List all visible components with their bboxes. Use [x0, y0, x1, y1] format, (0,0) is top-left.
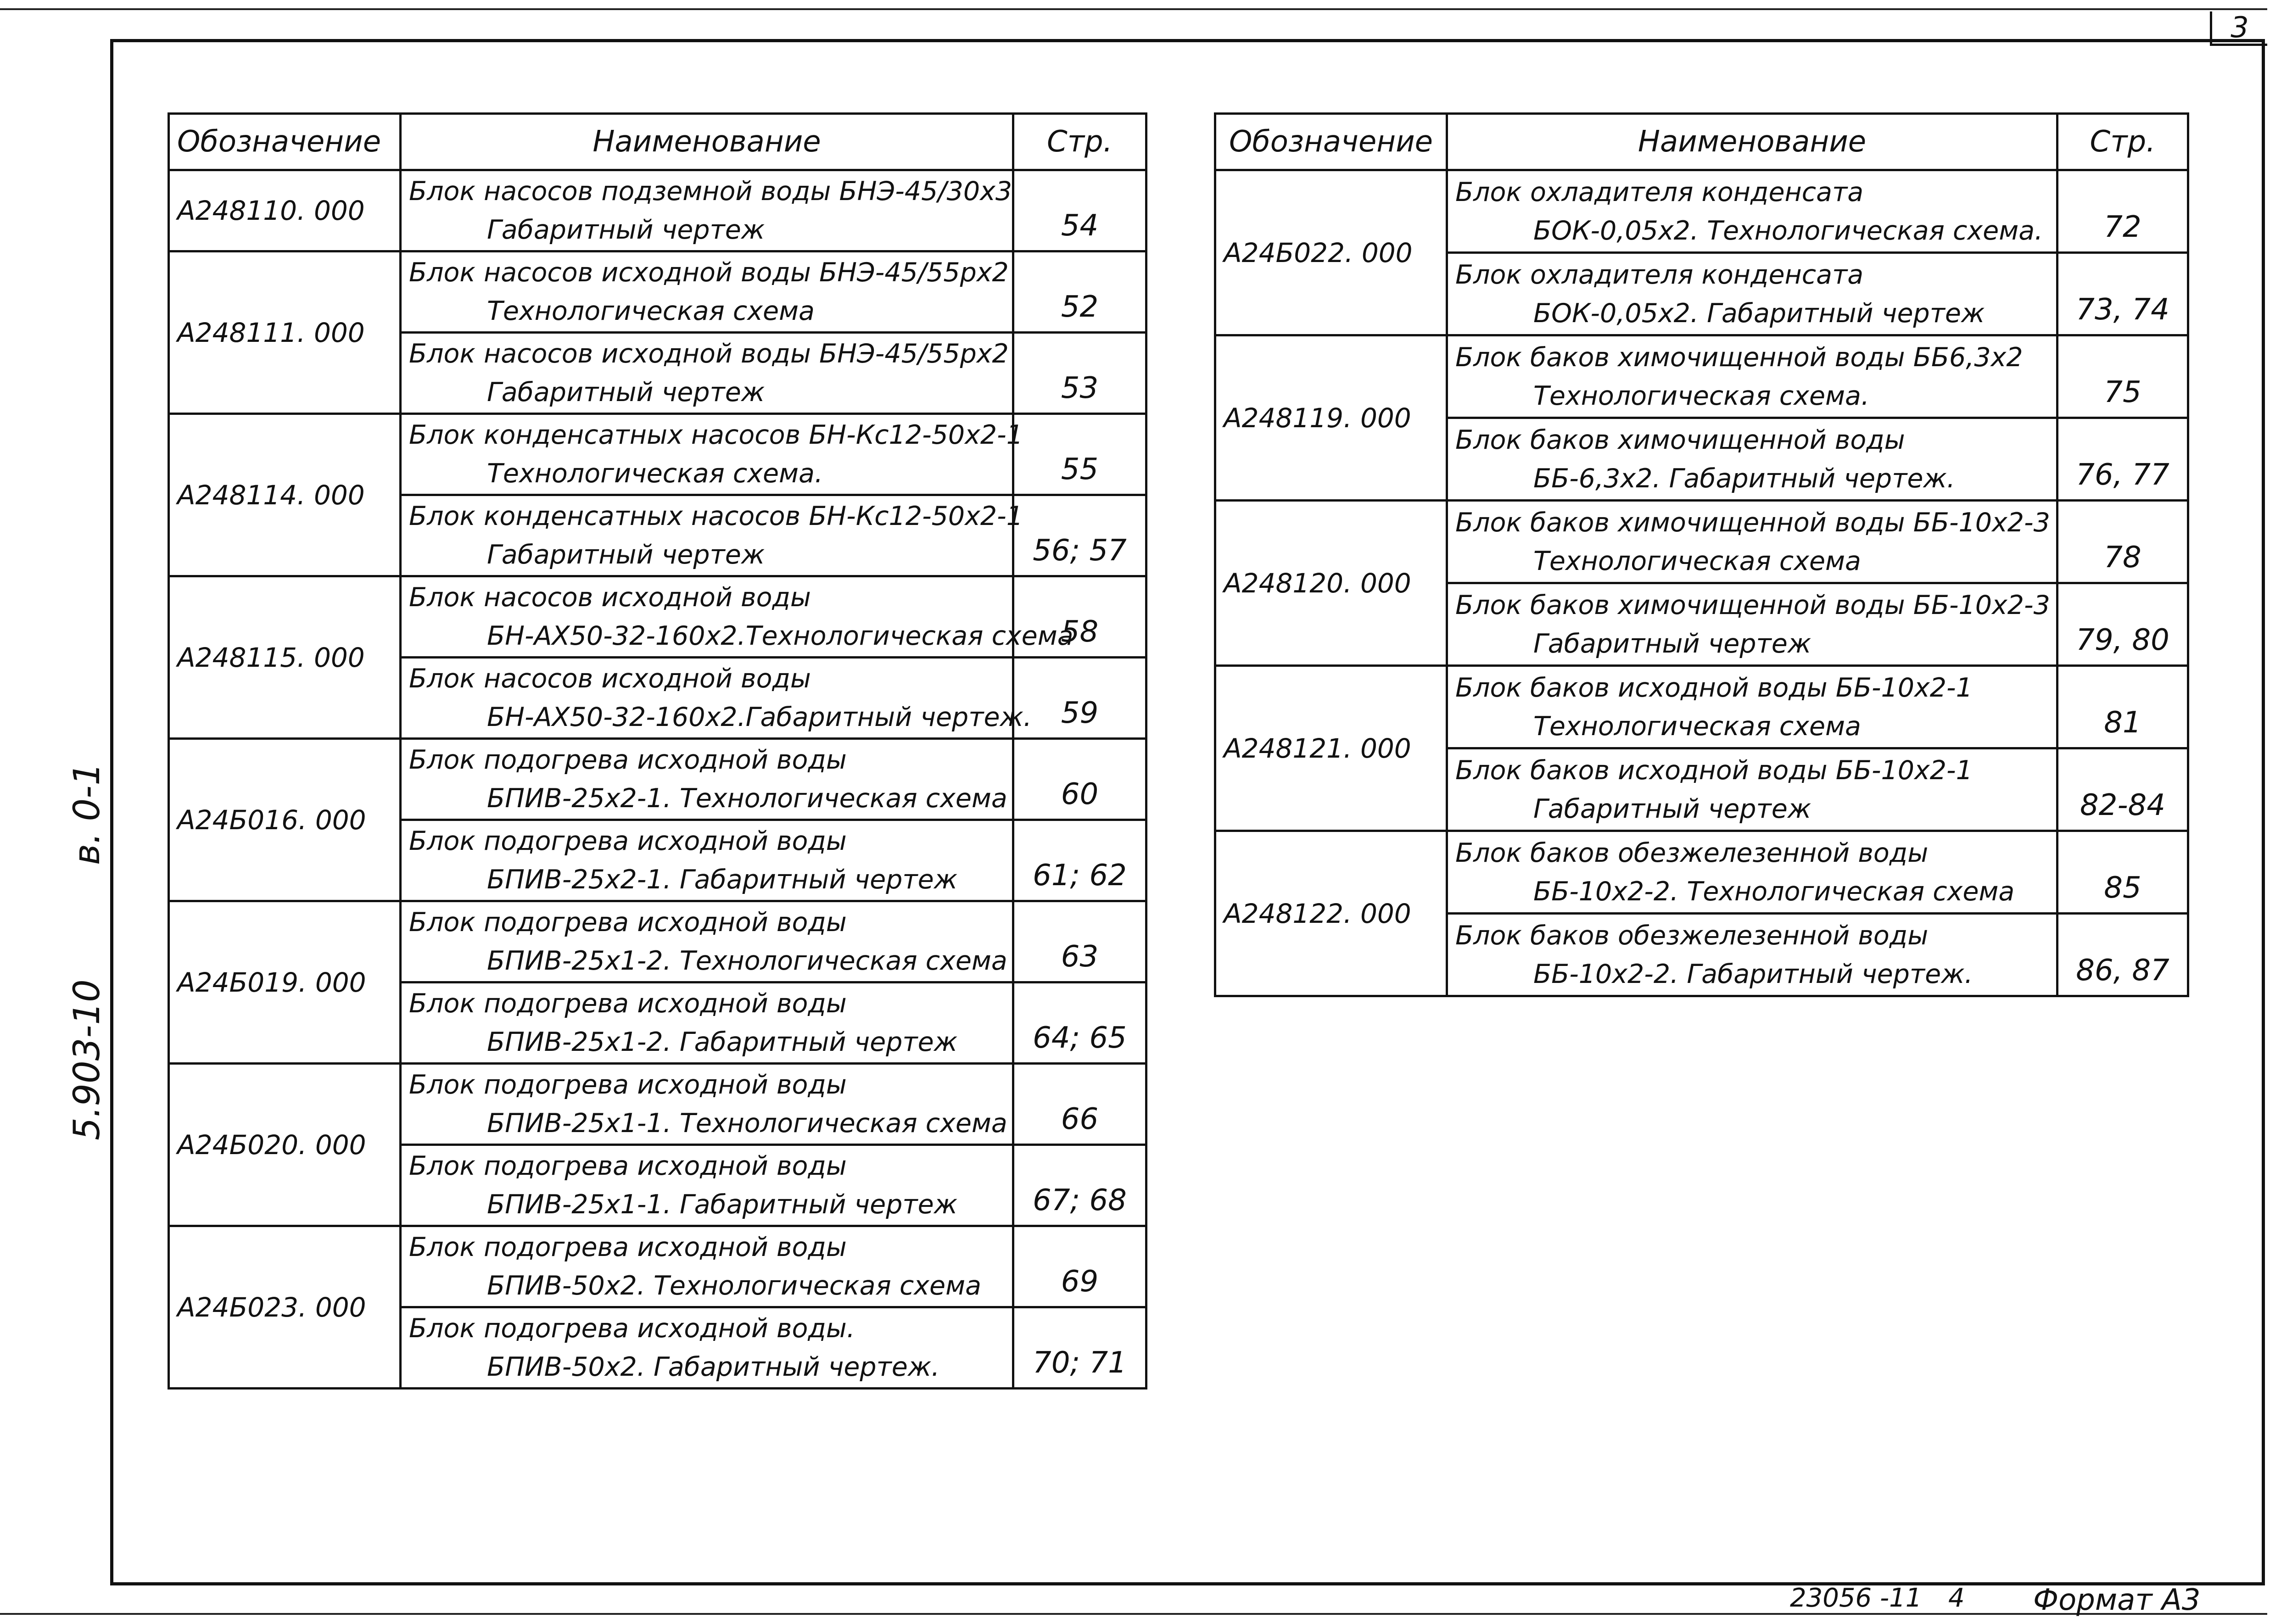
right-contents-table	[1214, 112, 2189, 997]
header-page: Стр.	[1013, 114, 1146, 170]
name-cell	[401, 658, 1032, 739]
name-line-1: Блок баков химочищенной воды ББ6,3х2	[1455, 342, 2023, 373]
page-cell: 63	[1013, 901, 1146, 982]
name-line-1: Блок подогрева исходной воды	[409, 745, 847, 775]
name-line-2: БПИВ-50х2. Габаритный чертеж.	[487, 1352, 940, 1382]
name-cell	[401, 576, 1073, 658]
top-border-line	[0, 8, 2267, 10]
name-cell	[401, 1064, 1013, 1145]
name-line-2: БПИВ-50х2. Технологическая схема	[487, 1271, 982, 1301]
name-line-2: БПИВ-25х2-1. Технологическая схема	[487, 783, 1007, 814]
name-line-1: Блок конденсатных насосов БН-Кс12-50х2-1	[409, 420, 1023, 450]
name-line-2: Технологическая схема.	[487, 458, 823, 489]
table-row	[169, 739, 1146, 820]
table-row	[1215, 831, 2188, 914]
name-line-1: Блок баков химочищенной воды ББ-10х2-3	[1455, 507, 2050, 538]
name-cell	[401, 170, 1013, 251]
name-cell	[1447, 666, 2057, 748]
name-line-2: БОК-0,05х2. Габаритный чертеж	[1533, 298, 1985, 329]
page-cell: 59	[1013, 658, 1146, 739]
bottom-border-line	[0, 1613, 2267, 1615]
name-cell	[1447, 831, 2057, 914]
page-cell: 55	[1013, 414, 1146, 495]
left-contents-table	[168, 112, 1147, 1390]
page-cell: 66	[1013, 1064, 1146, 1145]
name-line-2: БПИВ-25х2-1. Габаритный чертеж	[487, 865, 958, 895]
name-line-1: Блок подогрева исходной воды	[409, 1151, 847, 1181]
table-row	[169, 901, 1146, 982]
name-line-2: Технологическая схема	[1533, 711, 1861, 742]
designation-cell: А24Б023. 000	[169, 1226, 401, 1389]
name-line-1: Блок баков химочищенной воды	[1455, 424, 1905, 455]
sheet-number: 3	[2231, 11, 2249, 44]
footer-format: Формат А3	[2033, 1583, 2201, 1617]
name-line-1: Блок насосов исходной воды БНЭ-45/55рх2	[409, 257, 1009, 288]
page-cell: 56; 57	[1013, 495, 1146, 576]
page-cell: 75	[2057, 335, 2188, 418]
name-line-1: Блок подогрева исходной воды	[409, 988, 847, 1019]
table-row	[169, 251, 1146, 333]
name-cell	[1447, 418, 2057, 501]
side-label-bottom: 5.903-10	[67, 979, 108, 1140]
table-row	[169, 576, 1146, 658]
name-line-1: Блок охладителя конденсата	[1455, 259, 1864, 290]
name-line-1: Блок охладителя конденсата	[1455, 177, 1864, 207]
table-row	[169, 170, 1146, 251]
designation-cell: А24Б019. 000	[169, 901, 401, 1064]
name-cell	[1447, 748, 2057, 831]
name-cell	[401, 414, 1023, 495]
name-line-1: Блок баков химочищенной воды ББ-10х2-3	[1455, 590, 2050, 620]
name-line-2: БПИВ-25х1-1. Технологическая схема	[487, 1108, 1007, 1138]
designation-cell: А248111. 000	[169, 251, 401, 414]
name-cell	[401, 901, 1013, 982]
designation-cell: А248122. 000	[1215, 831, 1447, 996]
name-line-2: Габаритный чертеж	[487, 377, 765, 407]
page-cell: 76, 77	[2057, 418, 2188, 501]
name-line-2: Технологическая схема.	[1533, 380, 1870, 411]
name-cell	[401, 739, 1013, 820]
name-cell	[401, 1145, 1013, 1226]
table-row	[1215, 666, 2188, 748]
page-cell: 82-84	[2057, 748, 2188, 831]
designation-cell: А248115. 000	[169, 576, 401, 739]
name-cell	[1447, 914, 2057, 996]
name-cell	[401, 495, 1023, 576]
name-line-1: Блок насосов исходной воды	[409, 664, 811, 694]
header-name: Наименование	[1447, 114, 2057, 170]
table-row	[169, 1064, 1146, 1145]
name-line-1: Блок подогрева исходной воды	[409, 1232, 847, 1262]
footer-code: 23056 -11	[1790, 1583, 1922, 1613]
name-line-2: БОК-0,05х2. Технологическая схема.	[1533, 215, 2043, 246]
name-cell	[401, 1226, 1013, 1307]
designation-cell: А248114. 000	[169, 414, 401, 576]
page-cell: 54	[1013, 170, 1146, 251]
page-cell: 85	[2057, 831, 2188, 914]
name-line-2: Технологическая схема	[1533, 546, 1861, 576]
name-line-1: Блок подогрева исходной воды	[409, 1070, 847, 1100]
name-line-1: Блок баков обезжелезенной воды	[1455, 920, 1929, 951]
table-header-row	[169, 114, 1146, 170]
name-line-1: Блок насосов подземной воды БНЭ-45/30х3	[409, 176, 1012, 206]
page-cell: 67; 68	[1013, 1145, 1146, 1226]
footer-sheet: 4	[1948, 1583, 1965, 1613]
page-cell: 72	[2057, 170, 2188, 253]
name-cell	[401, 820, 1013, 901]
side-label-top: в. 0-1	[67, 763, 108, 865]
name-line-1: Блок подогрева исходной воды.	[409, 1313, 855, 1344]
page-cell: 58	[1013, 576, 1146, 658]
page-cell: 81	[2057, 666, 2188, 748]
page-cell: 73, 74	[2057, 253, 2188, 335]
name-line-2: Габаритный чертеж	[1533, 628, 1811, 659]
name-cell	[1447, 501, 2057, 583]
name-line-2: ББ-6,3х2. Габаритный чертеж.	[1533, 463, 1955, 494]
name-line-2: Технологическая схема	[487, 296, 815, 326]
name-cell	[401, 251, 1013, 333]
name-line-1: Блок баков исходной воды ББ-10х2-1	[1455, 672, 1973, 703]
name-line-1: Блок насосов исходной воды	[409, 582, 811, 613]
name-cell	[401, 982, 1013, 1064]
designation-cell: А248119. 000	[1215, 335, 1447, 501]
name-line-1: Блок баков исходной воды ББ-10х2-1	[1455, 755, 1973, 786]
name-cell	[1447, 583, 2057, 666]
designation-cell: А248120. 000	[1215, 501, 1447, 666]
designation-cell: А248121. 000	[1215, 666, 1447, 831]
name-line-2: Габаритный чертеж	[1533, 793, 1811, 824]
name-line-2: БН-АХ50-32-160х2.Габаритный чертеж.	[487, 702, 1032, 732]
designation-cell: А24Б016. 000	[169, 739, 401, 901]
table-row	[169, 414, 1146, 495]
table-row	[1215, 170, 2188, 253]
header-page: Стр.	[2057, 114, 2188, 170]
name-line-2: Габаритный чертеж	[487, 540, 765, 570]
name-line-1: Блок насосов исходной воды БНЭ-45/55рх2	[409, 339, 1009, 369]
name-cell	[401, 333, 1013, 414]
page-cell: 60	[1013, 739, 1146, 820]
header-designation: Обозначение	[1215, 114, 1447, 170]
name-line-1: Блок баков обезжелезенной воды	[1455, 837, 1929, 868]
designation-cell: А24Б020. 000	[169, 1064, 401, 1226]
page-cell: 69	[1013, 1226, 1146, 1307]
name-line-1: Блок конденсатных насосов БН-Кс12-50х2-1	[409, 501, 1023, 531]
table-header-row	[1215, 114, 2188, 170]
name-cell	[1447, 253, 2057, 335]
header-designation: Обозначение	[169, 114, 401, 170]
page-cell: 79, 80	[2057, 583, 2188, 666]
page-cell: 61; 62	[1013, 820, 1146, 901]
sheet-number-box	[2210, 11, 2267, 46]
page-cell: 53	[1013, 333, 1146, 414]
table-row	[1215, 501, 2188, 583]
page-cell: 64; 65	[1013, 982, 1146, 1064]
name-line-2: ББ-10х2-2. Габаритный чертеж.	[1533, 959, 1973, 989]
name-line-1: Блок подогрева исходной воды	[409, 907, 847, 938]
name-cell	[1447, 170, 2057, 253]
page-cell: 78	[2057, 501, 2188, 583]
page-cell: 70; 71	[1013, 1307, 1146, 1389]
name-line-2: Габаритный чертеж	[487, 215, 765, 245]
page-cell: 86, 87	[2057, 914, 2188, 996]
name-line-2: БПИВ-25х1-2. Габаритный чертеж	[487, 1027, 958, 1057]
page-cell: 52	[1013, 251, 1146, 333]
designation-cell: А24Б022. 000	[1215, 170, 1447, 335]
table-row	[1215, 335, 2188, 418]
name-line-2: БН-АХ50-32-160х2.Технологическая схема	[487, 621, 1073, 651]
name-line-2: ББ-10х2-2. Технологическая схема	[1533, 876, 2015, 907]
name-cell	[401, 1307, 1013, 1389]
name-cell	[1447, 335, 2057, 418]
name-line-1: Блок подогрева исходной воды	[409, 826, 847, 856]
name-line-2: БПИВ-25х1-1. Габаритный чертеж	[487, 1189, 958, 1220]
table-row	[169, 1226, 1146, 1307]
designation-cell: А248110. 000	[169, 170, 401, 251]
name-line-2: БПИВ-25х1-2. Технологическая схема	[487, 946, 1007, 976]
header-name: Наименование	[401, 114, 1013, 170]
